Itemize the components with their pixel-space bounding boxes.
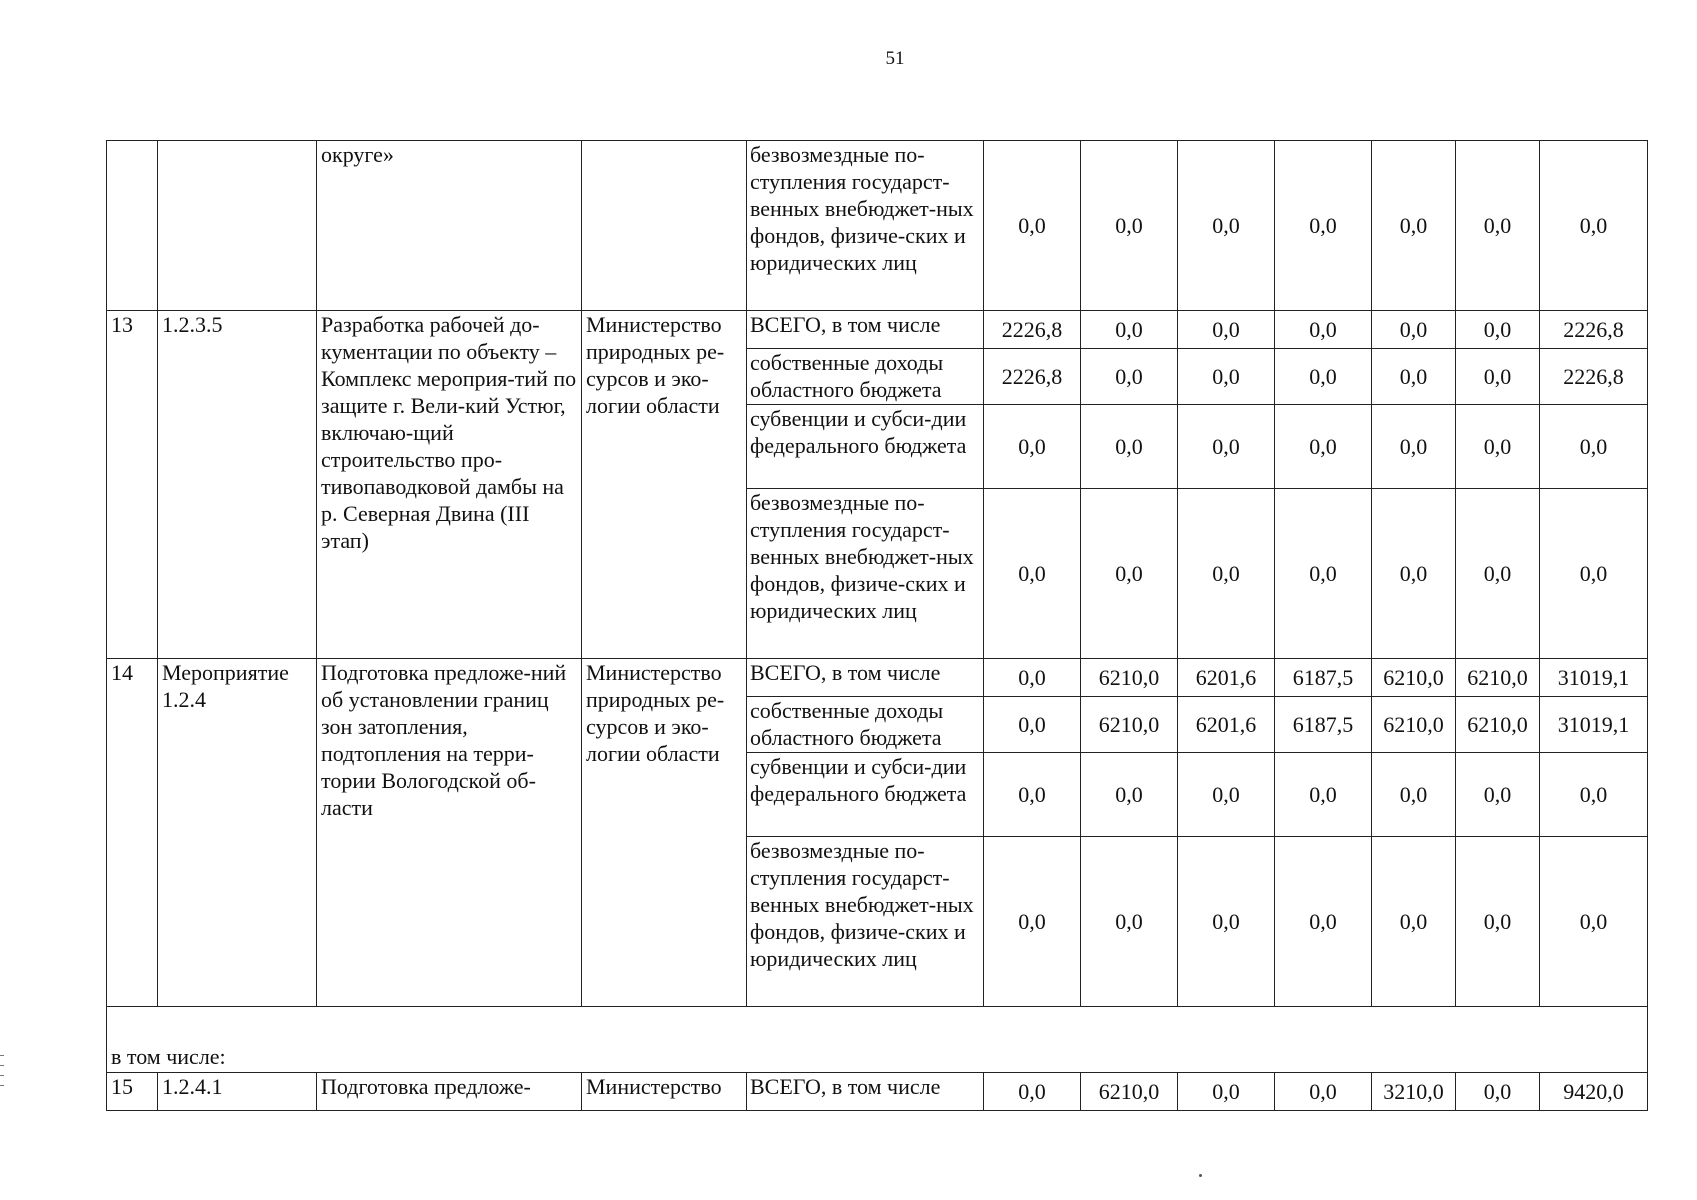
activity-name-cell: Подготовка предложе- xyxy=(317,1073,582,1111)
table-body xyxy=(107,141,1648,1111)
activity-name-cell: Подготовка предложе-ний об установлении границ зон затопления, подтопления на терри-тории Вологодской об-ласти xyxy=(317,659,582,1007)
amount-cell: 0,0 xyxy=(1081,489,1178,659)
amount-cell: 0,0 xyxy=(1178,753,1275,837)
amount-cell: 0,0 xyxy=(1456,141,1540,311)
amount-cell: 0,0 xyxy=(1275,837,1372,1007)
amount-cell: 6210,0 xyxy=(1456,659,1540,697)
amount-cell: 0,0 xyxy=(984,659,1081,697)
budget-table xyxy=(106,140,1648,1111)
amount-cell: 0,0 xyxy=(1372,405,1456,489)
executor-cell: Министерство природных ре-сурсов и эко-логии области xyxy=(582,311,747,659)
row-number-cell xyxy=(107,141,158,311)
amount-cell: 0,0 xyxy=(1456,753,1540,837)
scan-dot xyxy=(1199,1174,1202,1177)
amount-cell: 0,0 xyxy=(1178,837,1275,1007)
amount-cell: 0,0 xyxy=(1081,311,1178,349)
amount-cell: 6187,5 xyxy=(1275,697,1372,753)
amount-cell: 0,0 xyxy=(1275,311,1372,349)
amount-cell: 0,0 xyxy=(1540,837,1648,1007)
amount-cell: 0,0 xyxy=(1372,311,1456,349)
row-number-cell: 15 xyxy=(107,1073,158,1111)
amount-cell: 0,0 xyxy=(1540,141,1648,311)
amount-cell: 6201,6 xyxy=(1178,697,1275,753)
amount-cell: 0,0 xyxy=(1456,489,1540,659)
amount-cell: 6187,5 xyxy=(1275,659,1372,697)
funding-source-cell: безвозмездные по-ступления государст-венных внебюджет-ных фондов, физиче-ских и юридических лиц xyxy=(747,837,984,1007)
table-row xyxy=(107,659,1648,697)
amount-cell: 0,0 xyxy=(1456,405,1540,489)
amount-cell: 0,0 xyxy=(1178,489,1275,659)
amount-cell: 6210,0 xyxy=(1081,659,1178,697)
amount-cell: 0,0 xyxy=(984,753,1081,837)
funding-source-cell: ВСЕГО, в том числе xyxy=(747,659,984,697)
amount-cell: 0,0 xyxy=(1540,405,1648,489)
code-cell xyxy=(158,141,317,311)
code-cell: Мероприятие 1.2.4 xyxy=(158,659,317,1007)
amount-cell: 0,0 xyxy=(1178,141,1275,311)
table-row xyxy=(107,141,1648,311)
amount-cell: 0,0 xyxy=(1081,349,1178,405)
amount-cell: 0,0 xyxy=(1178,405,1275,489)
amount-cell: 2226,8 xyxy=(1540,349,1648,405)
amount-cell: 0,0 xyxy=(1372,141,1456,311)
amount-cell: 0,0 xyxy=(1456,349,1540,405)
funding-source-cell: субвенции и субси-дии федерального бюджета xyxy=(747,405,984,489)
amount-cell: 6210,0 xyxy=(1372,697,1456,753)
funding-source-cell: безвозмездные по-ступления государст-венных внебюджет-ных фондов, физиче-ских и юридических лиц xyxy=(747,489,984,659)
funding-source-cell: ВСЕГО, в том числе xyxy=(747,311,984,349)
amount-cell: 31019,1 xyxy=(1540,697,1648,753)
amount-cell: 2226,8 xyxy=(984,349,1081,405)
amount-cell: 0,0 xyxy=(1081,405,1178,489)
funding-source-cell: собственные доходы областного бюджета xyxy=(747,697,984,753)
amount-cell: 0,0 xyxy=(1081,837,1178,1007)
amount-cell: 0,0 xyxy=(984,141,1081,311)
amount-cell: 0,0 xyxy=(1540,753,1648,837)
amount-cell: 6210,0 xyxy=(1081,1073,1178,1111)
amount-cell: 0,0 xyxy=(984,837,1081,1007)
amount-cell: 6210,0 xyxy=(1372,659,1456,697)
amount-cell: 0,0 xyxy=(1275,141,1372,311)
funding-source-cell: ВСЕГО, в том числе xyxy=(747,1073,984,1111)
amount-cell: 0,0 xyxy=(1456,311,1540,349)
amount-cell: 0,0 xyxy=(1372,489,1456,659)
margin-mark xyxy=(0,1055,4,1095)
row-number-cell: 13 xyxy=(107,311,158,659)
funding-source-cell: собственные доходы областного бюджета xyxy=(747,349,984,405)
page-number: 51 xyxy=(885,48,905,69)
amount-cell: 0,0 xyxy=(1178,349,1275,405)
executor-cell: Министерство xyxy=(582,1073,747,1111)
amount-cell: 6201,6 xyxy=(1178,659,1275,697)
subheading-cell: в том числе: xyxy=(107,1007,1648,1073)
amount-cell: 0,0 xyxy=(1540,489,1648,659)
funding-source-cell: безвозмездные по-ступления государст-венных внебюджет-ных фондов, физиче-ских и юридических лиц xyxy=(747,141,984,311)
amount-cell: 0,0 xyxy=(1178,311,1275,349)
amount-cell: 0,0 xyxy=(1275,753,1372,837)
row-number-cell: 14 xyxy=(107,659,158,1007)
code-cell: 1.2.4.1 xyxy=(158,1073,317,1111)
amount-cell: 2226,8 xyxy=(984,311,1081,349)
amount-cell: 0,0 xyxy=(1456,1073,1540,1111)
activity-name-cell: округе» xyxy=(317,141,582,311)
amount-cell: 0,0 xyxy=(1081,141,1178,311)
amount-cell: 6210,0 xyxy=(1081,697,1178,753)
amount-cell: 0,0 xyxy=(984,1073,1081,1111)
code-cell: 1.2.3.5 xyxy=(158,311,317,659)
amount-cell: 0,0 xyxy=(1275,489,1372,659)
amount-cell: 0,0 xyxy=(1275,349,1372,405)
amount-cell: 0,0 xyxy=(984,405,1081,489)
executor-cell: Министерство природных ре-сурсов и эко-логии области xyxy=(582,659,747,1007)
activity-name-cell: Разработка рабочей до-кументации по объекту – Комплекс мероприя-тий по защите г. Вели-кий Устюг, включаю-щий строительство про-тивопаводковой дамбы на р. Северная Двина (III этап) xyxy=(317,311,582,659)
amount-cell: 3210,0 xyxy=(1372,1073,1456,1111)
amount-cell: 0,0 xyxy=(1372,349,1456,405)
amount-cell: 31019,1 xyxy=(1540,659,1648,697)
amount-cell: 0,0 xyxy=(984,489,1081,659)
amount-cell: 0,0 xyxy=(1456,837,1540,1007)
executor-cell xyxy=(582,141,747,311)
amount-cell: 0,0 xyxy=(1275,405,1372,489)
amount-cell: 6210,0 xyxy=(1456,697,1540,753)
amount-cell: 0,0 xyxy=(1178,1073,1275,1111)
amount-cell: 0,0 xyxy=(1372,837,1456,1007)
table-row xyxy=(107,311,1648,349)
funding-source-cell: субвенции и субси-дии федерального бюджета xyxy=(747,753,984,837)
table-row xyxy=(107,1073,1648,1111)
amount-cell: 0,0 xyxy=(1275,1073,1372,1111)
amount-cell: 9420,0 xyxy=(1540,1073,1648,1111)
amount-cell: 2226,8 xyxy=(1540,311,1648,349)
amount-cell: 0,0 xyxy=(1081,753,1178,837)
amount-cell: 0,0 xyxy=(1372,753,1456,837)
amount-cell: 0,0 xyxy=(984,697,1081,753)
subheading-row xyxy=(107,1007,1648,1073)
